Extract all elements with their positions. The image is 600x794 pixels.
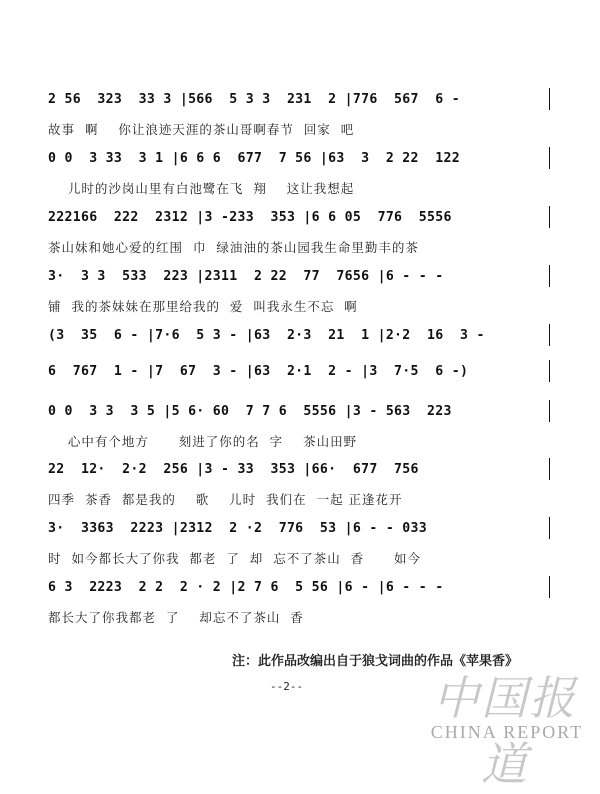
notation-line: 0 0 3 33 3 1 |6 6 6 677 7 56 |63 3 2 22 122 <box>48 151 460 166</box>
lyrics-line: 铺 我的茶妹妹在那里给我的 爱 叫我永生不忘 啊 <box>48 299 358 314</box>
china-report-watermark <box>415 662 595 791</box>
lyrics-line: 儿时的沙岗山里有白池鹭在飞 翔 这让我想起 <box>48 181 355 196</box>
score-line <box>0 448 600 508</box>
score-line <box>0 507 600 567</box>
score-line <box>0 566 600 626</box>
page-number: --2-- <box>270 680 304 693</box>
lyrics-line: 时 如今都长大了你我 都老 了 却 忘不了茶山 香 如今 <box>48 551 422 566</box>
bar-line <box>549 517 550 539</box>
source-annotation: 注：此作品改编出自于狼戈词曲的作品《苹果香》 <box>232 654 519 669</box>
notation-line: 22 12· 2·2 256 |3 - 33 353 |66· 677 756 <box>48 462 419 477</box>
notation-line: 0 0 3 3 3 5 |5 6· 60 7 7 6 5556 |3 - 563 223 <box>48 404 452 419</box>
watermark-chinese: 中国报道 <box>433 671 577 791</box>
notation-line: 6 3 2223 2 2 2 · 2 |2 7 6 5 56 |6 - |6 - - - <box>48 580 444 595</box>
score-line <box>0 137 600 197</box>
bar-line <box>549 360 550 382</box>
lyrics-line: 故事 啊 你让浪迹天涯的茶山哥啊春节 回家 吧 <box>48 122 355 137</box>
bar-line <box>549 576 550 598</box>
notation-line: 222166 222 2312 |3 -233 353 |6 6 05 776 5556 <box>48 210 452 225</box>
lyrics-line: 心中有个地方 刻进了你的名 字 茶山田野 <box>48 434 358 449</box>
score-line <box>0 78 600 138</box>
notation-line: 6 767 1 - |7 67 3 - |63 2·1 2 - |3 7·5 6 -) <box>48 364 469 379</box>
score-line <box>0 390 600 450</box>
bar-line <box>549 88 550 110</box>
lyrics-line: 四季 茶香 都是我的 歌 儿时 我们在 一起 正逢花开 <box>48 492 403 507</box>
bar-line <box>549 324 550 346</box>
score-line <box>0 196 600 256</box>
bar-line <box>549 206 550 228</box>
notation-line: (3 35 6 - |7·6 5 3 - |63 2·3 21 1 |2·2 16 3 - <box>48 328 485 343</box>
notation-line: 3· 3 3 533 223 |2311 2 22 77 7656 |6 - - - <box>48 269 444 284</box>
notation-line: 2 56 323 33 3 |566 5 3 3 231 2 |776 567 6 - <box>48 92 460 107</box>
bar-line <box>549 265 550 287</box>
lyrics-line: 都长大了你我都老 了 却忘不了茶山 香 <box>48 610 304 625</box>
bar-line <box>549 147 550 169</box>
notation-line: 3· 3363 2223 |2312 2 ·2 776 53 |6 - - 033 <box>48 521 428 536</box>
bar-line <box>549 400 550 422</box>
bar-line <box>549 458 550 480</box>
lyrics-line: 茶山妹和她心爱的红围 巾 绿油油的茶山园我生命里勤丰的茶 <box>48 240 419 255</box>
score-line <box>0 255 600 315</box>
watermark-english: CHINA REPORT <box>430 722 584 742</box>
